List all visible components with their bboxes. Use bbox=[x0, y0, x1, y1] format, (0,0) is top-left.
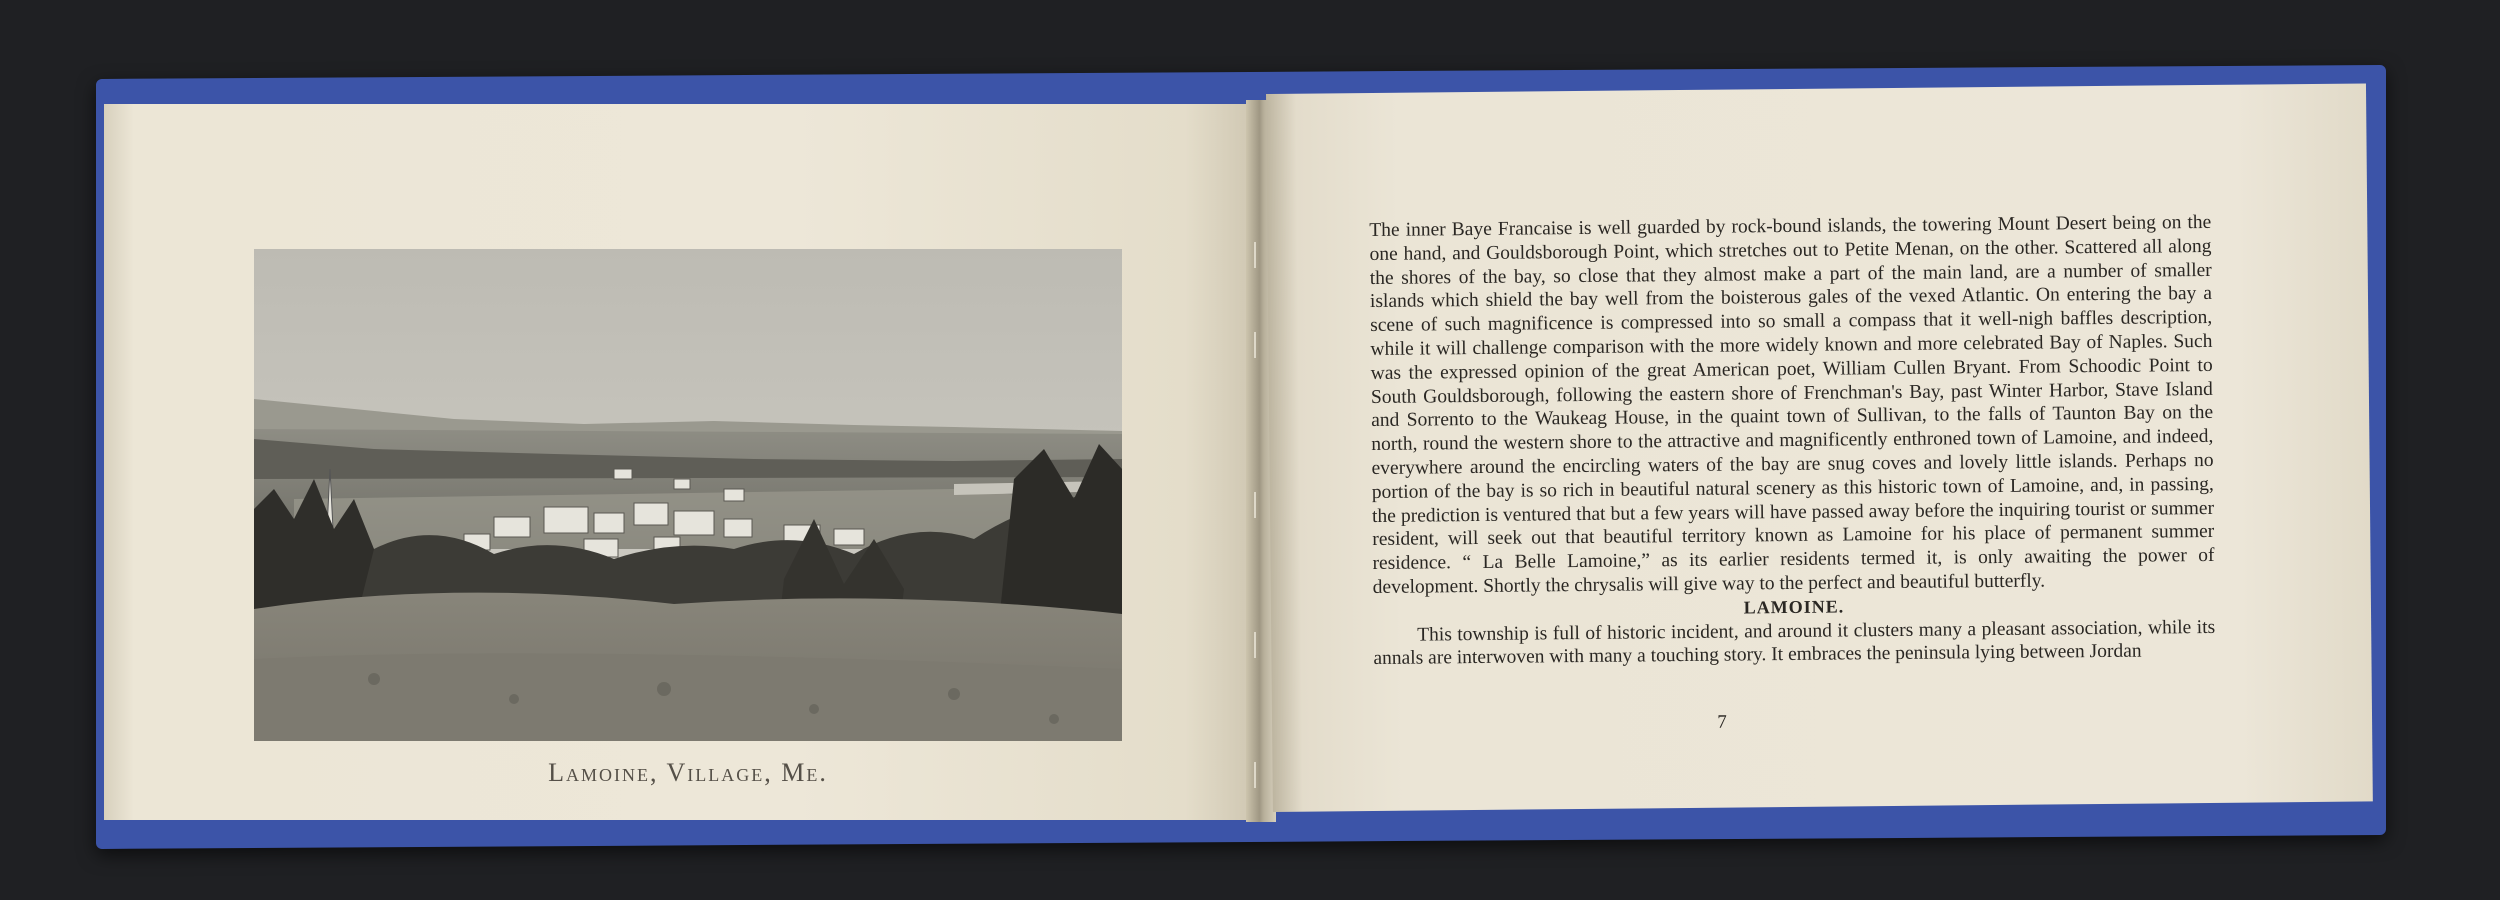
page-number: 7 bbox=[1717, 711, 1727, 733]
photo-caption: Lamoine, Village, Me. bbox=[548, 758, 828, 787]
binding-stitch bbox=[1254, 332, 1266, 358]
intro-paragraph: The inner Baye Francaise is well guarded by rock-bound islands, the towering Mount Desert being on the one hand, and Gouldsborough Point, which stretches out to Petite Menan, on the other. Scattered all along the shores of the bay, so close that they almost make a part of the main land, are a number of smaller islands which shield the bay well from the boisterous gales of the vexed Atlantic. On entering the bay a scene of such magnificence is compressed into so small a compass that it well-nigh baffles description, while it will challenge comparison with the more widely known and more celebrated Bay of Naples. Such was the expressed opinion of the great American poet, William Cullen Bryant. From Schoodic Point to South Gouldsborough, following the eastern shore of Frenchman's Bay, past Winter Harbor, Stave Island and Sorrento to the Waukeag House, in the quaint town of Sullivan, to the falls of Taunton Bay on the north, round the western shore to the attractive and magnificently enthroned town of Lamoine, and indeed, everywhere around the encircling waters of the bay are snug coves and lovely little islands. Perhaps no portion of the bay is so rich in beautiful natural scenery as this historic town of Lamoine, and, in passing, the prediction is ventured that but a few years will have passed away before the inquiring tourist or summer resident, will seek out that beautiful territory known as Lamoine for his place of permanent summer residence. “ La Belle Lamoine,” as its earlier residents termed it, is only awaiting the power of development. Shortly the chrysalis will give way to the perfect and beautiful butterfly. bbox=[1369, 211, 2215, 598]
binding-stitch bbox=[1254, 762, 1266, 788]
binding-stitch bbox=[1254, 632, 1266, 658]
open-album bbox=[96, 72, 2386, 842]
village-photo-image bbox=[254, 249, 1122, 741]
right-page bbox=[1266, 83, 2373, 812]
section-heading: LAMOINE. bbox=[1743, 596, 1845, 618]
binding-stitch bbox=[1254, 492, 1266, 518]
body-text bbox=[1369, 211, 2215, 671]
village-photograph bbox=[254, 249, 1122, 741]
left-page bbox=[104, 104, 1254, 820]
binding-stitch bbox=[1254, 242, 1266, 268]
section-paragraph: This township is full of historic incident, and around it clusters many a pleasant association, while its annals are interwoven with many a touching story. It embraces the peninsula lying between Jordan bbox=[1373, 616, 2216, 670]
